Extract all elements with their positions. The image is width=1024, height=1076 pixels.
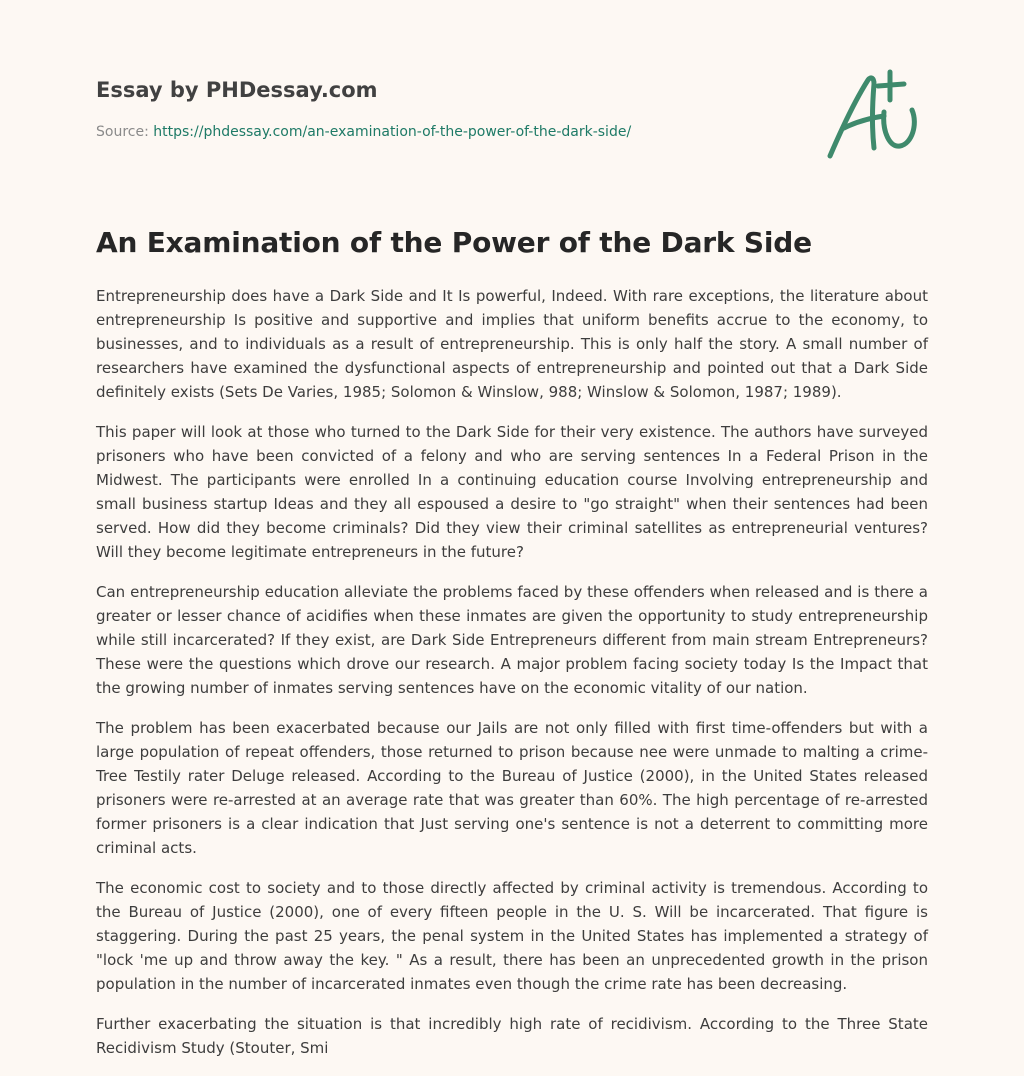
essay-paragraph: Further exacerbating the situation is that incredibly high rate of recidivism. According to the Three State Recidivism Study (Stouter, Smi xyxy=(96,1015,928,1057)
source-link[interactable]: https://phdessay.com/an-examination-of-the-power-of-the-dark-side/ xyxy=(153,124,632,140)
essay-title: An Examination of the Power of the Dark Side xyxy=(96,226,812,259)
essay-paragraph: The economic cost to society and to those directly affected by criminal activity is tremendous. According to the Bureau of Justice (2000), one of every fifteen people in the U. S. Will be incarcerated. That figure is staggering. During the past 25 years, the penal system in the United States has implemented a strategy of "lock 'me up and throw away the key. " As a result, there has been an unprecedented growth in the prison population in the number of incarcerated inmates even though the crime rate has been decreasing. xyxy=(96,879,928,993)
essay-paragraph: The problem has been exacerbated because our Jails are not only filled with first time-offenders but with a large population of repeat offenders, those returned to prison because nee were unmade to malting a crime-Tree Testily rater Deluge released. According to the Bureau of Justice (2000), in the United States released prisoners were re-arrested at an average rate that was greater than 60%. The high percentage of re-arrested former prisoners is a clear indication that Just serving one's sentence is not a deterrent to committing more criminal acts. xyxy=(96,719,928,857)
source-label: Source: xyxy=(96,124,149,140)
a-plus-icon xyxy=(824,66,928,166)
essay-paragraph: This paper will look at those who turned to the Dark Side for their very existence. The authors have surveyed prisoners who have been convicted of a felony and who are serving sentences In a Federal Prison in the Midwest. The participants were enrolled In a continuing education course Involving entrepreneurship and small business startup Ideas and they all espoused a desire to "go straight" when their sentences had been served. How did they become criminals? Did they view their criminal satellites as entrepreneurial ventures? Will they become legitimate entrepreneurs in the future? xyxy=(96,423,928,561)
site-brand: Essay by PHDessay.com xyxy=(96,78,378,102)
essay-paragraph: Can entrepreneurship education alleviate the problems faced by these offenders when released and is there a greater or lesser chance of acidifies when these inmates are given the opportunity to study entrepreneurship while still incarcerated? If they exist, are Dark Side Entrepreneurs different from main stream Entrepreneurs? These were the questions which drove our research. A major problem facing society today Is the Impact that the growing number of inmates serving sentences have on the economic vitality of our nation. xyxy=(96,583,928,697)
source-line xyxy=(96,124,631,140)
essay-body xyxy=(96,284,928,1076)
essay-paragraph: Entrepreneurship does have a Dark Side and It Is powerful, Indeed. With rare exceptions, the literature about entrepreneurship Is positive and supportive and implies that uniform benefits accrue to the economy, to businesses, and to individuals as a result of entrepreneurship. This is only half the story. A small number of researchers have examined the dysfunctional aspects of entrepreneurship and pointed out that a Dark Side definitely exists (Sets De Varies, 1985; Solomon & Winslow, 988; Winslow & Solomon, 1987; 1989). xyxy=(96,287,928,401)
